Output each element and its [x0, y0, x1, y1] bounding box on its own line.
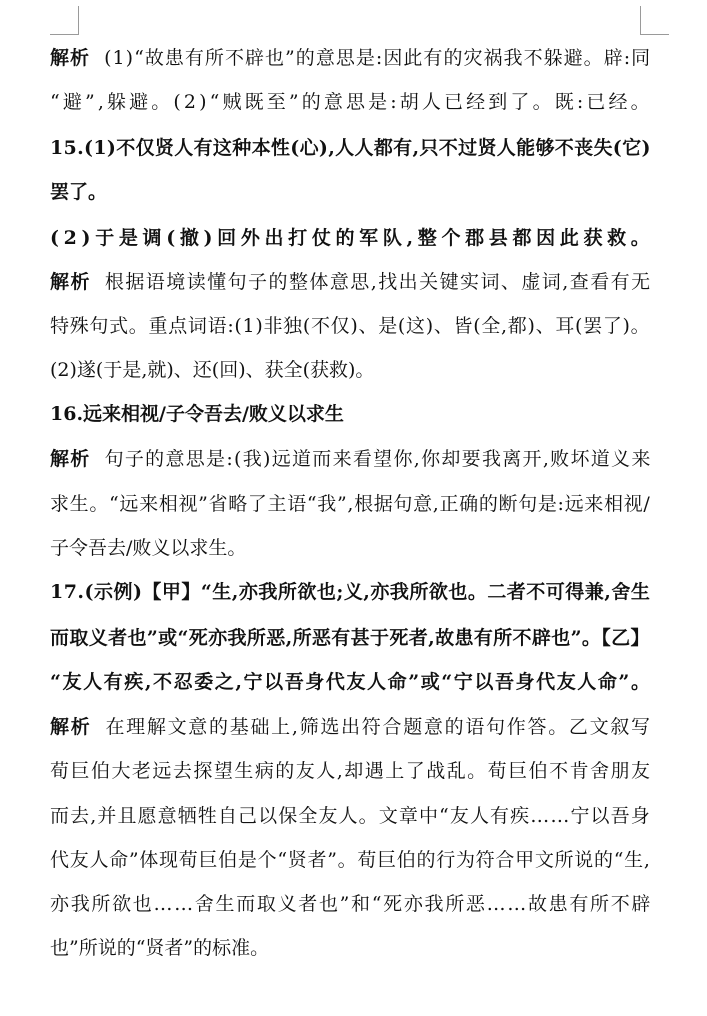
- text-line: [50, 624, 650, 652]
- text-line: [50, 268, 652, 296]
- line-text: (2)遂(于是,就)、还(回)、获全(获救)。: [50, 359, 375, 381]
- text-line: [50, 44, 651, 72]
- text-line: [50, 890, 652, 918]
- text-line: [50, 846, 651, 874]
- line-text: 16.远来相视/子令吾去/败义以求生: [50, 403, 344, 425]
- line-text: 根据语境读懂句子的整体意思,找出关键实词、虚词,查看有无: [104, 271, 652, 293]
- text-line: [50, 445, 652, 473]
- analysis-label: 解析: [50, 271, 91, 293]
- text-line: [50, 578, 650, 606]
- text-line: [50, 178, 107, 206]
- line-text: 17.(示例)【甲】“生,亦我所欲也;义,亦我所欲也。二者不可得兼,舍生: [50, 581, 651, 603]
- text-line: [50, 312, 650, 340]
- line-text: 求生。“远来相视”省略了主语“我”,根据句意,正确的断句是:远来相视/: [50, 493, 651, 515]
- line-text: 15.(1)不仅贤人有这种本性(心),人人都有,只不过贤人能够不丧失(它): [50, 137, 651, 159]
- text-line: [50, 400, 344, 428]
- text-line: [50, 534, 246, 562]
- line-text: “避”,躲避。(2)“贼既至”的意思是:胡人已经到了。既:已经。: [50, 91, 653, 113]
- line-text: 亦我所欲也……舍生而取义者也”和“死亦我所恶……故患有所不辟: [50, 893, 653, 915]
- line-text: 在理解文意的基础上,筛选出符合题意的语句作答。乙文叙写: [105, 716, 652, 738]
- text-line: [50, 934, 269, 962]
- page-corner-mark-left: [50, 6, 79, 35]
- text-line: [50, 88, 653, 116]
- line-text: (1)“故患有所不辟也”的意思是:因此有的灾祸我不躲避。辟:同: [104, 47, 652, 69]
- line-text: 也”所说的“贤者”的标准。: [50, 937, 270, 959]
- line-text: 而取义者也”或“死亦我所恶,所恶有甚于死者,故患有所不辟也”。【乙】: [50, 627, 650, 649]
- text-line: [50, 802, 651, 830]
- line-text: “友人有疾,不忍委之,宁以吾身代友人命”或“宁以吾身代友人命”。: [50, 671, 652, 693]
- line-text: 荀巨伯大老远去探望生病的友人,却遇上了战乱。荀巨伯不肯舍朋友: [50, 760, 652, 782]
- text-line: [50, 490, 650, 518]
- text-line: [50, 713, 652, 741]
- line-text: 子令吾去/败义以求生。: [50, 537, 247, 559]
- analysis-label: 解析: [50, 47, 91, 69]
- line-text: 而去,并且愿意牺牲自己以保全友人。文章中“友人有疾……宁以吾身: [50, 805, 651, 827]
- line-text: (2)于是调(撤)回外出打仗的军队,整个郡县都因此获救。: [50, 227, 655, 249]
- analysis-label: 解析: [50, 716, 92, 738]
- line-text: 代友人命”体现荀巨伯是个“贤者”。荀巨伯的行为符合甲文所说的“生,: [50, 849, 651, 871]
- line-text: 罢了。: [50, 181, 108, 203]
- text-line: [50, 134, 651, 162]
- line-text: 句子的意思是:(我)远道而来看望你,你却要我离开,败坏道义来: [104, 448, 652, 470]
- text-line: [50, 224, 654, 252]
- analysis-label: 解析: [50, 448, 91, 470]
- text-line: [50, 356, 374, 384]
- line-text: 特殊句式。重点词语:(1)非独(不仅)、是(这)、皆(全,都)、耳(罢了)。: [50, 315, 651, 337]
- page-corner-mark-right: [640, 6, 669, 35]
- text-line: [50, 757, 652, 785]
- text-line: [50, 668, 652, 696]
